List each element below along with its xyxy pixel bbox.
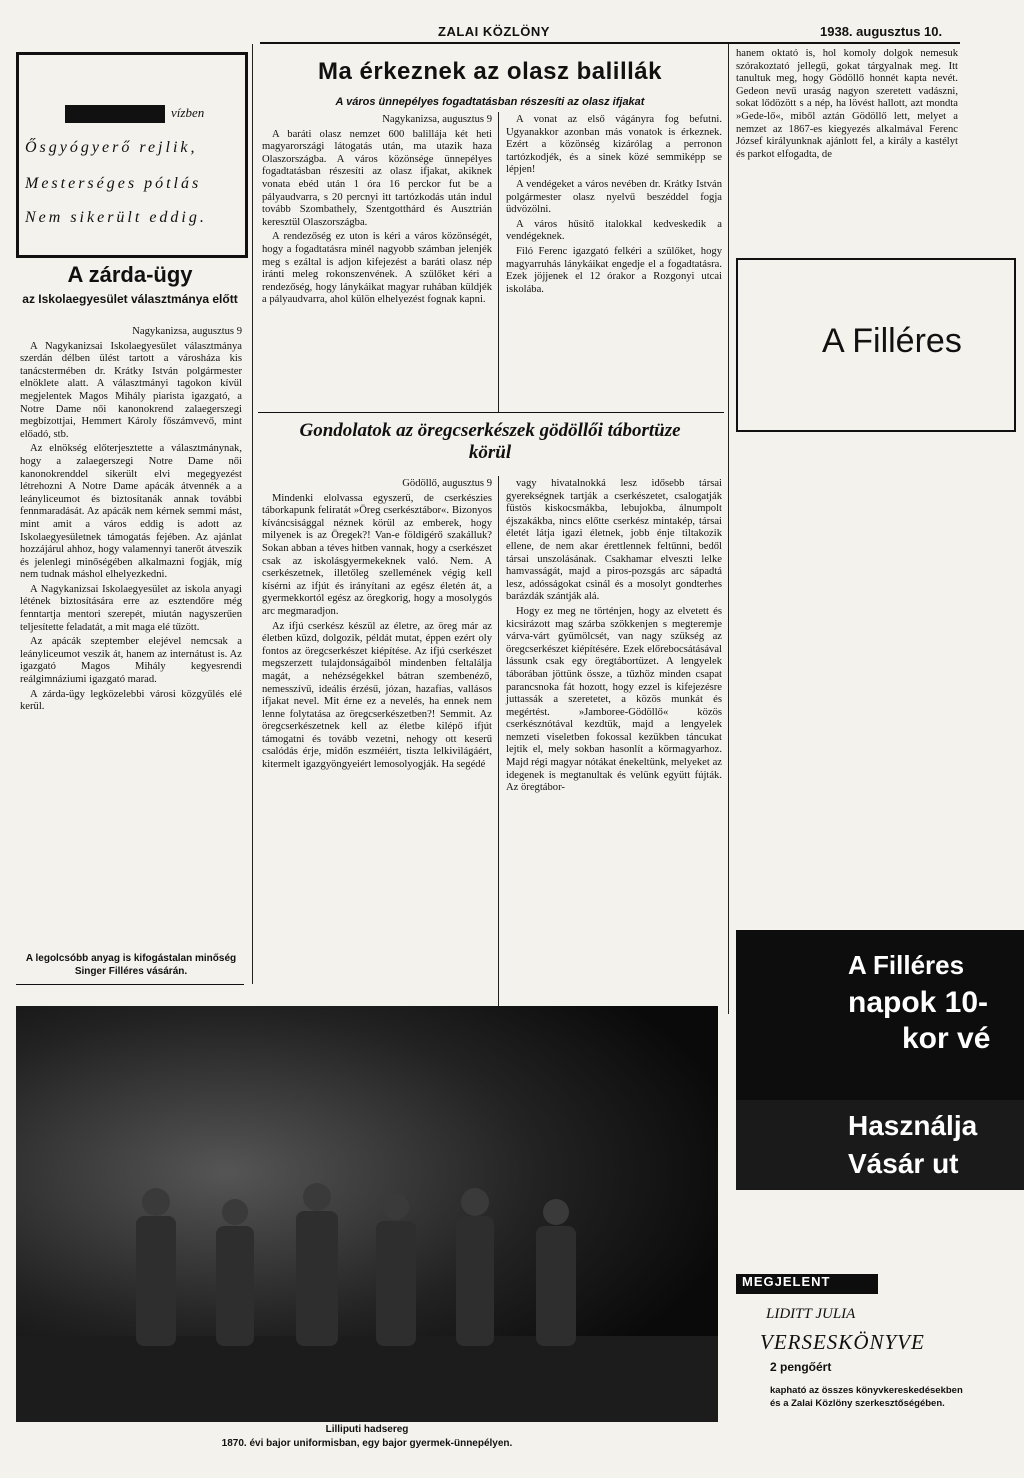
godollo-col-1	[262, 478, 492, 774]
photo-figures	[16, 1006, 718, 1422]
napok-line-3: kor vé	[902, 1022, 991, 1055]
ad-filleres-hasznalja	[736, 1100, 1024, 1190]
ad-line-2: Mesterséges pótlás	[25, 175, 202, 192]
masthead-rule	[260, 42, 960, 44]
book-title: VERSESKÖNYVE	[760, 1330, 925, 1354]
masthead-date: 1938. augusztus 10.	[820, 24, 943, 39]
ad-filleres-napok	[736, 930, 1024, 1100]
balillak-para: A rendezőség ez uton is kéri a város közönségét, hogy a fogadtatásra minél nagyobb számban jelenjék meg s ezáltal is adjon kifejezést a baráti olasz nép iránti meleg rokonszenvének. A szülőket kéri a rendezőség, hogy lánykáikat magyar ruhában küldjék a pályaudvarra, ahol külön elhelyezést fognak kapni.	[262, 231, 492, 306]
napok-line-2: napok 10-	[848, 986, 989, 1019]
photo-lilliputi	[16, 1006, 718, 1422]
ad-filleres-top	[736, 258, 1016, 432]
balillak-para: Filó Ferenc igazgató felkéri a szülőket, hogy magyarruhás lánykáikat engedje el a fogadtatásra. Ezek jöjjenek el 12 órakor a Rozgonyi utcai iskolába.	[506, 245, 722, 295]
godollo-para: vagy hivatalnokká lesz idősebb társai gyerekségnek tartják a cserkészetet, csalogatják füstös kiskocsmákba, lebujokba, álnumpolt éjszakákba, nincs előtte cserkész mintakép, társai életét látja igazi életnek, jobb énje tiltakozik ellene, de nem akar érettlennek feltűnni, bedől társai unszolásának. Csakhamar elveszti lelke hamvasságát, majd a piros-pozsgás arc sápadtá lesz, adósságokat csinál és a mosolyt gondterhes barázdák szántják alá.	[506, 478, 722, 603]
godollo-title: Gondolatok az öregcserkészek gödöllői tábortüze körül	[299, 420, 681, 463]
book-note: kapható az összes könyvkereskedésekben és a Zalai Közlöny szerkesztőségében.	[770, 1385, 963, 1409]
col-rule-3	[498, 476, 499, 1016]
napok-line-5: Vásár ut	[848, 1148, 959, 1179]
balillak-title: Ma érkeznek az olasz balillák	[318, 58, 662, 85]
ad-line-1: Ősgyógyerő rejlik,	[25, 139, 198, 156]
zarda-para: A Nagykanizsai Iskolaegyesület az iskola anyagi létének biztosítására erre az esztendőre még fenntartja mentori szerepét, miután nagyszerűen teljesítette feladatát, a mit maga elé tűzött.	[20, 583, 242, 633]
godollo-para: Mindenki elolvassa egyszerű, de cserkészies táborkapunk feliratát »Öreg cserkésztábor«. Bizonyos kíváncsisággal néznek körül az emberek, hogy milyenek is az Öregek?! Van-e földigérő szakálluk? Sokan abban a téves hitben vannak, hogy a cserkészet csak az iskolásgyermekeknek való. Nem. A cserkészetnek, illetőleg szellemének végig kell kísérni az ifjút és irányítani az egész életén át, a gyermekkortól egész az öregkorig, hogy a mosolygós arc megmaradjon.	[262, 492, 492, 617]
zarda-footer-ad: A legolcsóbb anyag is kifogástalan minőség Singer Filléres vásárán.	[25, 953, 237, 977]
ad-brand-block	[65, 105, 165, 123]
ad-book	[736, 1208, 1012, 1478]
right-article	[736, 48, 958, 163]
balillak-col-1	[262, 114, 492, 309]
zarda-title: A zárda-ügy	[67, 262, 193, 287]
balillak-para: A vendégeket a város nevében dr. Krátky István polgármester olasz nyelvű beszéddel fogja üdvözölni.	[506, 178, 722, 216]
napok-line-4: Használja	[848, 1110, 978, 1141]
balillak-col-2	[506, 114, 722, 298]
zarda-para: A zárda-ügy legközelebbi városi közgyűlés elé kerül.	[20, 688, 242, 713]
col-rule-4	[728, 44, 729, 1014]
napok-line-1: A Filléres	[848, 950, 965, 980]
godollo-col-2	[506, 478, 722, 797]
zarda-para: Az apácák szeptember elejével nemcsak a leányliceumot veszik át, hanem az internátust is. Az igazgató Magos Mihály kegyesrendi reálgimnáziumi igazgató marad.	[20, 636, 242, 686]
right-article-text: hanem oktató is, hol komoly dolgok nemesuk szórakoztató jellegű, gokat tárgyalnak meg. Itt tanultuk meg, hogy Gödöllő honnét kapta nevét. Gedeon nevű uraság nagyon szeretett vadászni, sokat lődözött s a nép, ha lövést hallott, azt mondta »Gede-lő«, miből aztán Gödöllő lett, melyet a nemzet az 1867-es kiegyezés alkalmával Ferenc József királyunknak ajánlott fel, a király a kastélyt és parkot elfogadta, de	[736, 48, 958, 160]
zarda-para: Az elnökség előterjesztette a választmánynak, hogy a zalaegerszegi Notre Dame női kanonokrenddel sikerült elvi megegyezést létrehozni A Notre Dame apácák átvennék a a leányliceumot és biztosítanák annak további fennmaradását. Az apácák nem kérnek semmi mást, mint amit a város eddig is adott az Iskolaegyesületnek támogatás fejében. Az ajánlat hozzájárul ahhoz, hogy valamennyi tanerőt átveszik és jelenlegi minőségében alkalmazni fogják, míg nem tudnak máshol elhelyezkedni.	[20, 443, 242, 581]
balillak-dateline: Nagykanizsa, augusztus 9	[382, 114, 492, 125]
zarda-dateline: Nagykanizsa, augusztus 9	[132, 326, 242, 337]
godollo-para: Az ifjú cserkész készül az életre, az öreg már az életben küzd, dolgozik, példát mutat, éppen ezért oly fontos az öregcserkészet kiépítése. Az ifjú cserkészet megszerzett tulajdonságaiból mindenben feltalálja magát, a nehézségekkel bátran szembenéző, nemesszívű, ideális érzésű, józan, hazafias, vallásos ifjakat nevel. Mit érne ez a nevelés, ha ennek nem lenne folytatása az öregcserkészetben?! Semmit. Az öregcserkészetnek kell az életbe kilépő ifjút támogatni és tovább vezetni, nehogy ott keserű csalódás érje, midőn eszméiért, tiszta lelkivilágáért, kitermelt igazgyöngyeiért lemosolyogják. Ha segédé	[262, 620, 492, 771]
balillak-subtitle: A város ünnepélyes fogadtatásban részesíti az olasz ifjakat	[335, 96, 645, 108]
zarda-body	[20, 326, 242, 716]
balillak-para: A baráti olasz nemzet 600 balillája két heti magyarországi látogatás után, ma utazik haza Olaszországba. A város közönsége ünnepélyes fogadtatásban részesíti az olasz ifjakat, akiknek vonata ebéd után 1 óra 16 perckor fut be a pályaudvarra, s 20 percnyi itt tartózkodás után indul tovább Szombathely, Szentgotthárd és Ausztrián keresztül Olaszországba.	[262, 128, 492, 228]
balillak-bottom-rule	[258, 412, 724, 413]
book-price: 2 pengőért	[770, 1360, 832, 1374]
col-rule-2	[498, 112, 499, 412]
book-header: MEGJELENT	[736, 1274, 878, 1294]
balillak-para: A város hűsítő italokkal kedveskedik a vendégeknek.	[506, 218, 722, 243]
photo-caption-text: 1870. évi bajor uniformisban, egy bajor gyermek-ünnepélyen.	[221, 1438, 513, 1449]
zarda-subtitle: az Iskolaegyesület választmánya előtt	[22, 292, 238, 306]
ad-topleft	[16, 52, 248, 258]
godollo-dateline: Gödöllő, augusztus 9	[402, 478, 492, 489]
left-bottom-rule	[16, 984, 244, 985]
ad-brand-partial: vízben	[171, 105, 205, 120]
zarda-para: A Nagykanizsai Iskolaegyesület választmánya szerdán délben ülést tartott a városháza kis tanácstermében dr. Krátky István polgármester elnöklete alatt. A választmányi tagokon kívül megjelentek Magos Mihály piarista igazgató, a Notre Dame női kanonokrend zalaegerszegi megbízottjai, Hemmert Károly főszámvevő, mint előadó, stb.	[20, 340, 242, 440]
col-rule-1	[252, 44, 253, 984]
book-author: LIDITT JULIA	[766, 1306, 856, 1322]
masthead-paper: ZALAI KÖZLÖNY	[438, 24, 550, 39]
godollo-para: Hogy ez meg ne történjen, hogy az elvetett és kicsirázott mag szárba szökkenjen s megteremje várva-várt gyümölcsét, van nagy szükség az öregcserkészet kiépítésére. Ezek előrebocsátásával lássunk csak egy öregtábortüzet. A lengyelek táborában jöttünk össze, a tűzhöz minden csapat parancsnoka fát hozott, hogy ezzel is kifejezésre juttassák a szeretetet, a közös munkát és megértést. »Jamboree-Gödöllő« közös cserkésznótával kezdtük, majd a lengyelek nemzeti viseletben fokossal kezükben táncukat lejtik el, mely sokban hasonlít a körmagyarhoz. Majd régi magyar nótákat énekeltünk, melyeket az idegenek is megtanultak és velünk együtt fújták. Az öregtábor-	[506, 605, 722, 794]
ad-filleres-top-text: A Filléres	[822, 322, 962, 360]
photo-caption-title: Lilliputi hadsereg	[325, 1424, 409, 1435]
balillak-para: A vonat az első vágányra fog befutni. Ugyanakkor azonban más vonatok is érkeznek. Ezért a közönség kizárólag a perronon tartózkodjék, és a sinek közé semmiképp se lépjen!	[506, 114, 722, 176]
ad-line-3: Nem sikerült eddig.	[25, 209, 207, 226]
